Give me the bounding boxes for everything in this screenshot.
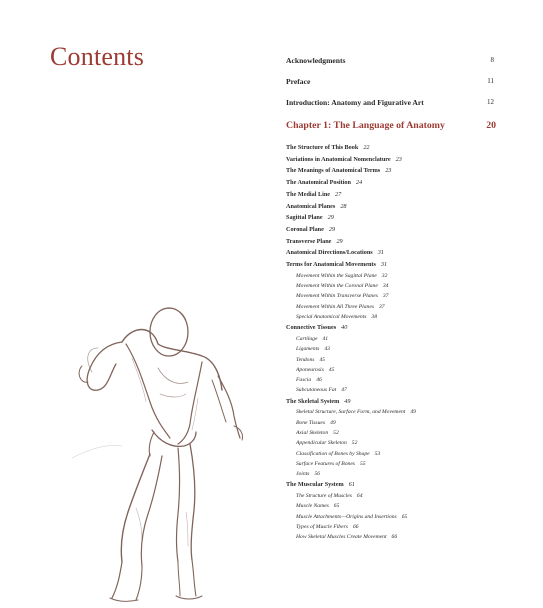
toc-entry-page-number: 37 bbox=[382, 293, 389, 300]
toc-entry-label: The Meanings of Anatomical Terms bbox=[286, 167, 381, 175]
toc-entry-label: Movement Within Transverse Planes bbox=[296, 293, 378, 300]
toc-entry-page-number: 43 bbox=[324, 346, 330, 353]
toc-subsection-entry[interactable] bbox=[286, 344, 498, 354]
toc-subsection-entry[interactable] bbox=[286, 281, 498, 291]
toc-subsection-entry[interactable] bbox=[286, 512, 498, 522]
toc-entry-label: Joints bbox=[296, 471, 310, 478]
toc-subsection-entry[interactable] bbox=[286, 428, 498, 438]
toc-entry-page-number: 52 bbox=[333, 430, 339, 436]
toc-subsection-entry[interactable] bbox=[286, 365, 498, 375]
front-matter-list bbox=[286, 56, 498, 112]
toc-entry-label: Bone Tissues bbox=[296, 419, 326, 426]
toc-subsection-entry[interactable] bbox=[286, 385, 498, 395]
toc-entry-label: Sagittal Plane bbox=[286, 214, 323, 222]
toc-entry-page-number: 24 bbox=[355, 179, 363, 187]
chapter-entries-list bbox=[286, 142, 498, 543]
toc-entry-page-number: 66 bbox=[352, 524, 359, 531]
toc-entry-label: The Skeletal System bbox=[286, 397, 340, 405]
toc-section-entry[interactable] bbox=[286, 142, 498, 154]
table-of-contents bbox=[286, 56, 498, 543]
toc-entry-label: Movement Within the Coronal Plane bbox=[296, 283, 378, 290]
toc-subsection-entry[interactable] bbox=[286, 355, 498, 365]
toc-front-item[interactable] bbox=[286, 98, 498, 112]
toc-entry-label: Variations in Anatomical Nomenclature bbox=[286, 155, 391, 163]
toc-section-entry[interactable] bbox=[286, 479, 498, 491]
toc-entry-page-number: 23 bbox=[395, 155, 402, 163]
toc-entry-page-number: 38 bbox=[371, 313, 378, 320]
chapter-title: Chapter 1: The Language of Anatomy bbox=[286, 120, 445, 131]
toc-entry-label: How Skeletal Muscles Create Movement bbox=[296, 534, 387, 541]
toc-entry-label: Movement Within All Three Planes bbox=[296, 303, 374, 310]
toc-entry-label: Terms for Anatomical Movements bbox=[286, 261, 376, 269]
toc-section-entry[interactable] bbox=[286, 322, 498, 334]
toc-entry-page-number: 65 bbox=[333, 503, 340, 510]
toc-entry-page-number: 32 bbox=[381, 272, 388, 279]
toc-entry-page-number: 31 bbox=[380, 261, 388, 269]
toc-entry-label: Surface Features of Bones bbox=[296, 460, 355, 467]
toc-entry-label: Transverse Plane bbox=[286, 237, 332, 245]
toc-subsection-entry[interactable] bbox=[286, 438, 498, 448]
toc-subsection-entry[interactable] bbox=[286, 291, 498, 301]
toc-entry-label: Axial Skeleton bbox=[296, 430, 329, 436]
toc-entry-label: The Structure of This Book bbox=[286, 144, 359, 151]
toc-section-entry[interactable] bbox=[286, 201, 498, 213]
toc-section-entry[interactable] bbox=[286, 177, 498, 189]
toc-entry-label: Muscle Attachments—Origins and Insertions bbox=[296, 513, 397, 520]
toc-entry-page-number: 23 bbox=[385, 167, 392, 175]
figure-sketch-illustration bbox=[62, 298, 252, 604]
toc-subsection-entry[interactable] bbox=[286, 302, 498, 312]
toc-entry-label: Cartilage bbox=[296, 335, 318, 342]
toc-entry-page-number: 34 bbox=[382, 283, 389, 290]
toc-entry-label: Anatomical Directions/Locations bbox=[286, 249, 373, 257]
toc-subsection-entry[interactable] bbox=[286, 491, 498, 501]
toc-page-number: 8 bbox=[490, 56, 494, 64]
toc-entry-page-number: 29 bbox=[327, 214, 334, 222]
toc-subsection-entry[interactable] bbox=[286, 501, 498, 511]
toc-front-item[interactable] bbox=[286, 77, 498, 91]
toc-entry-label: The Structure of Muscles bbox=[296, 493, 352, 500]
toc-section-entry[interactable] bbox=[286, 247, 498, 259]
toc-subsection-entry[interactable] bbox=[286, 334, 498, 344]
toc-entry-label: Types of Muscle Fibers bbox=[296, 524, 348, 531]
toc-section-entry[interactable] bbox=[286, 396, 498, 408]
toc-entry-page-number: 64 bbox=[356, 493, 363, 500]
toc-item-label: Introduction: Anatomy and Figurative Art bbox=[286, 98, 424, 107]
toc-entry-page-number: 55 bbox=[359, 460, 366, 467]
chapter-heading[interactable] bbox=[286, 120, 498, 134]
toc-entry-page-number: 28 bbox=[340, 202, 347, 210]
toc-section-entry[interactable] bbox=[286, 165, 498, 177]
toc-entry-page-number: 56 bbox=[314, 471, 320, 478]
toc-section-entry[interactable] bbox=[286, 154, 498, 166]
toc-entry-label: Aponeurosis bbox=[296, 366, 324, 373]
toc-entry-page-number: 61 bbox=[348, 481, 355, 489]
toc-page-number: 11 bbox=[487, 77, 494, 85]
toc-section-entry[interactable] bbox=[286, 212, 498, 224]
toc-entry-label: Special Anatomical Movements bbox=[296, 313, 367, 320]
toc-entry-label: Movement Within the Sagittal Plane bbox=[296, 272, 377, 279]
page-title: Contents bbox=[50, 42, 145, 71]
toc-entry-label: Subcutaneous Fat bbox=[296, 387, 337, 394]
toc-entry-label: Tendons bbox=[296, 356, 315, 363]
toc-entry-label: Appendicular Skeleton bbox=[296, 440, 347, 447]
toc-front-item[interactable] bbox=[286, 56, 498, 70]
toc-subsection-entry[interactable] bbox=[286, 271, 498, 281]
toc-entry-page-number: 53 bbox=[374, 450, 381, 457]
toc-entry-label: Anatomical Planes bbox=[286, 202, 336, 210]
toc-subsection-entry[interactable] bbox=[286, 522, 498, 532]
toc-entry-label: The Medial Line bbox=[286, 190, 331, 198]
toc-page-number: 12 bbox=[487, 98, 494, 106]
toc-subsection-entry[interactable] bbox=[286, 459, 498, 469]
toc-entry-page-number: 47 bbox=[341, 387, 347, 394]
toc-item-label: Preface bbox=[286, 77, 311, 86]
toc-entry-page-number: 49 bbox=[344, 397, 351, 405]
toc-entry-page-number: 46 bbox=[316, 377, 322, 384]
toc-subsection-entry[interactable] bbox=[286, 375, 498, 385]
chapter-page-number: 20 bbox=[486, 120, 496, 131]
toc-entry-label: Ligaments bbox=[296, 346, 320, 353]
toc-entry-label: The Anatomical Position bbox=[286, 179, 351, 187]
toc-subsection-entry[interactable] bbox=[286, 449, 498, 459]
toc-entry-page-number: 41 bbox=[322, 335, 329, 342]
toc-subsection-entry[interactable] bbox=[286, 312, 498, 322]
toc-subsection-entry[interactable] bbox=[286, 469, 498, 479]
toc-section-entry[interactable] bbox=[286, 189, 498, 201]
toc-entry-page-number: 45 bbox=[319, 356, 326, 363]
toc-entry-label: Classification of Bones by Shape bbox=[296, 450, 370, 457]
toc-entry-label: Connective Tissues bbox=[286, 324, 337, 332]
toc-entry-page-number: 49 bbox=[410, 409, 416, 416]
toc-entry-label: Fascia bbox=[296, 377, 312, 384]
toc-entry-page-number: 66 bbox=[391, 534, 398, 541]
toc-entry-page-number: 49 bbox=[330, 419, 336, 426]
toc-entry-page-number: 31 bbox=[377, 249, 384, 257]
toc-item-label: Acknowledgments bbox=[286, 56, 346, 65]
toc-entry-page-number: 40 bbox=[341, 324, 348, 332]
toc-entry-label: The Muscular System bbox=[286, 481, 344, 489]
toc-entry-label: Coronal Plane bbox=[286, 225, 324, 233]
toc-section-entry[interactable] bbox=[286, 259, 498, 271]
toc-section-entry[interactable] bbox=[286, 236, 498, 248]
toc-entry-page-number: 27 bbox=[335, 190, 342, 198]
toc-subsection-entry[interactable] bbox=[286, 407, 498, 417]
toc-entry-label: Skeletal Structure, Surface Form, and Movement bbox=[296, 409, 406, 416]
toc-entry-page-number: 22 bbox=[363, 144, 370, 151]
toc-entry-label: Muscle Names bbox=[296, 503, 329, 510]
toc-entry-page-number: 37 bbox=[379, 303, 385, 310]
toc-subsection-entry[interactable] bbox=[286, 418, 498, 428]
toc-entry-page-number: 29 bbox=[336, 237, 343, 245]
toc-section-entry[interactable] bbox=[286, 224, 498, 236]
toc-entry-page-number: 52 bbox=[351, 440, 358, 447]
toc-entry-page-number: 65 bbox=[401, 513, 408, 520]
toc-entry-page-number: 29 bbox=[328, 225, 336, 233]
toc-subsection-entry[interactable] bbox=[286, 532, 498, 542]
toc-entry-page-number: 45 bbox=[328, 366, 335, 373]
